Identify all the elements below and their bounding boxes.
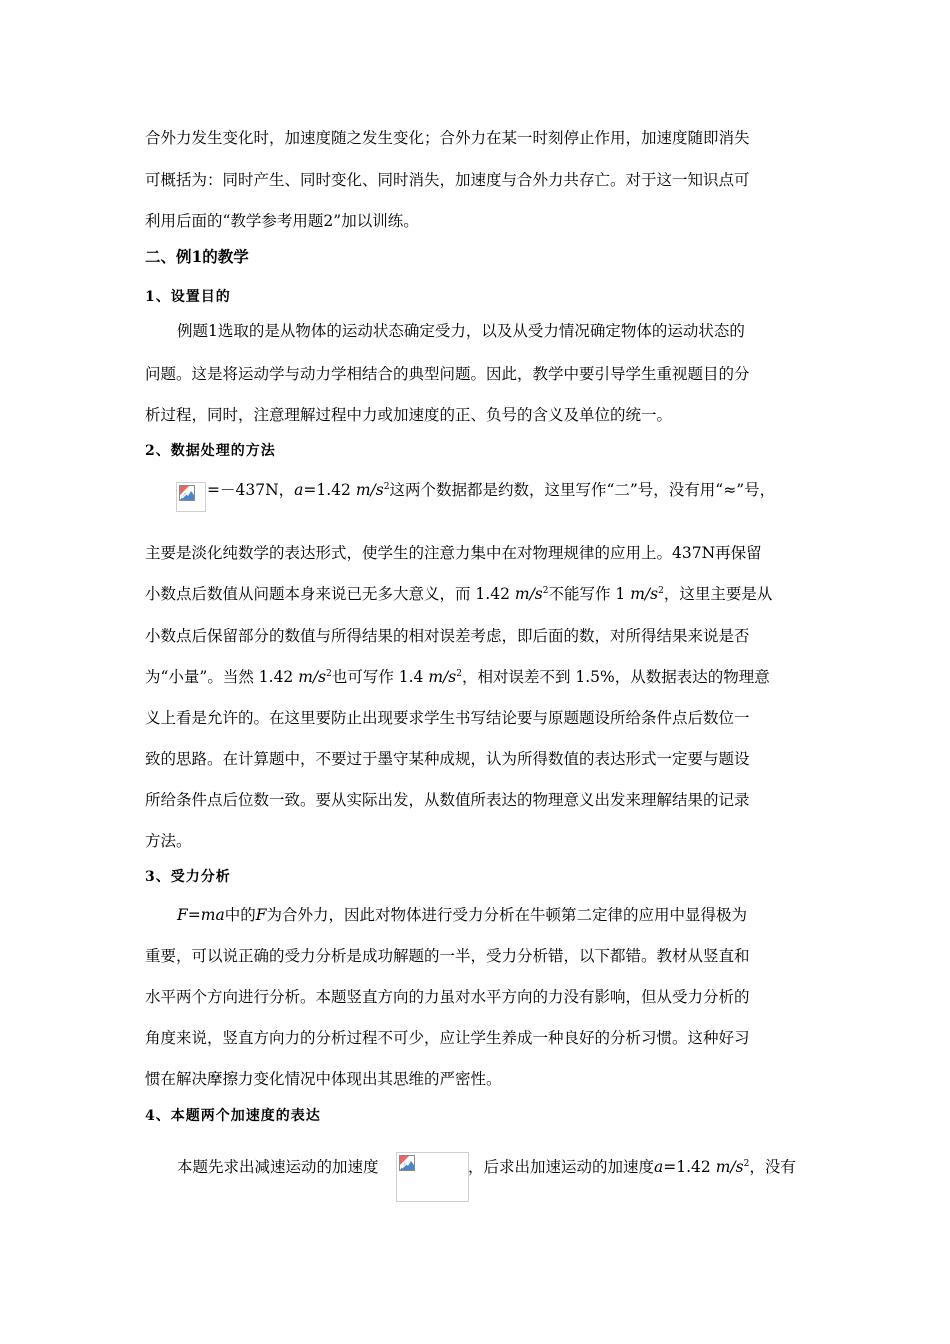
sub1-line-3: 析过程，同时，注意理解过程中力或加速度的正、负号的含义及单位的统一。 bbox=[145, 406, 673, 424]
sub2-line-3 bbox=[145, 584, 772, 604]
sub2-line-6: 义上看是允许的。在这里要防止出现要求学生书写结论要与原题题设所给条件点后数位一 bbox=[145, 709, 750, 727]
sub2-line-5-unit-1: m/s bbox=[298, 668, 327, 686]
formula-image-placeholder bbox=[176, 482, 206, 512]
sub2-line-1 bbox=[207, 480, 775, 500]
sub2-line-2: 主要是淡化纯数学的表达形式，使学生的注意力集中在对物理规律的应用上。437N再保留 bbox=[145, 544, 762, 562]
subsection-2-heading: 2、数据处理的方法 bbox=[145, 443, 276, 459]
sub2-line-1-unit-exponent: 2 bbox=[383, 481, 390, 492]
sub1-line-1: 例题1选取的是从物体的运动状态确定受力，以及从受力情况确定物体的运动状态的 bbox=[177, 322, 745, 340]
intro-line-3: 利用后面的“教学参考用题2”加以训练。 bbox=[145, 212, 419, 230]
sub2-line-9: 方法。 bbox=[145, 832, 192, 850]
sub2-line-1-variable: a bbox=[294, 481, 304, 499]
sub2-line-8: 所给条件点后位数一致。要从实际出发，从数值所表达的物理意义出发来理解结果的记录 bbox=[145, 791, 750, 809]
acceleration-formula-image-placeholder bbox=[396, 1152, 469, 1202]
sub2-line-3-exponent-2: 2 bbox=[658, 585, 664, 596]
sub2-line-1-part-a: =－437N， bbox=[207, 481, 295, 499]
sub2-line-3-part-c: ，这里主要是从 bbox=[663, 585, 773, 603]
subsection-3-heading: 3、受力分析 bbox=[145, 869, 231, 885]
sub3-line-1-part-b: 为合外力，因此对物体进行受力分析在牛顿第二定律的应用中显得极为 bbox=[266, 906, 747, 924]
broken-image-icon bbox=[179, 485, 195, 501]
sub1-line-2: 问题。这是将运动学与动力学相结合的典型问题。因此，教学中要引导学生重视题目的分 bbox=[145, 365, 750, 383]
sub2-line-1-part-c: 这两个数据都是约数，这里写作“二”号，没有用“≈”号， bbox=[389, 481, 776, 499]
newton-equation: F=ma bbox=[177, 906, 225, 924]
sub3-line-5: 惯在解决摩擦力变化情况中体现出其思维的严密性。 bbox=[145, 1070, 502, 1088]
sub3-line-4: 角度来说，竖直方向力的分析过程不可少，应让学生养成一种良好的分析习惯。这种好习 bbox=[145, 1029, 750, 1047]
sub2-line-5-unit-2: m/s bbox=[428, 668, 457, 686]
subsection-4-heading: 4、本题两个加速度的表达 bbox=[145, 1108, 321, 1124]
force-variable: F bbox=[255, 906, 267, 924]
sub2-line-7: 致的思路。在计算题中，不要过于墨守某种成规，认为所得数值的表达形式一定要与题设 bbox=[145, 750, 750, 768]
intro-line-2: 可概括为：同时产生、同时变化、同时消失，加速度与合外力共存亡。对于这一知识点可 bbox=[145, 171, 750, 189]
sub2-line-3-part-a: 小数点后数值从问题本身来说已无多大意义，而 1.42 bbox=[145, 585, 515, 603]
sub2-line-3-exponent-1: 2 bbox=[542, 585, 549, 596]
sub4-line-1-end bbox=[468, 1157, 796, 1177]
sub2-line-4: 小数点后保留部分的数值与所得结果的相对误差考虑，即后面的数，对所得结果来说是否 bbox=[145, 627, 750, 645]
sub2-line-5-exponent-1: 2 bbox=[326, 668, 332, 679]
sub4-line-1-part-c: =1.42 bbox=[663, 1158, 716, 1176]
intro-line-1: 合外力发生变化时，加速度随之发生变化；合外力在某一时刻停止作用，加速度随即消失 bbox=[145, 129, 750, 147]
sub3-line-1-part-a: 中的 bbox=[224, 906, 256, 924]
sub4-line-1-part-d: ，没有 bbox=[749, 1158, 796, 1176]
sub3-line-1 bbox=[177, 905, 747, 925]
sub2-line-1-unit: m/s bbox=[355, 481, 384, 499]
sub2-line-5-part-c: ，相对误差不到 1.5%，从数据表达的物理意 bbox=[461, 668, 770, 686]
sub4-line-1-start: 本题先求出减速运动的加速度 bbox=[177, 1158, 379, 1176]
sub2-line-3-unit-1: m/s bbox=[514, 585, 543, 603]
sub2-line-5-part-a: 为“小量”。当然 1.42 bbox=[145, 668, 299, 686]
subsection-1-heading: 1、设置目的 bbox=[145, 289, 231, 305]
sub4-acceleration-variable: a bbox=[654, 1158, 664, 1176]
section-heading: 二、例1的教学 bbox=[145, 247, 249, 266]
sub4-unit-exponent: 2 bbox=[743, 1158, 750, 1169]
sub2-line-5-part-b: 也可写作 1.4 bbox=[331, 668, 429, 686]
sub2-line-5 bbox=[145, 667, 770, 687]
sub4-line-1-part-b: ，后求出加速运动的加速度 bbox=[468, 1158, 655, 1176]
sub2-line-1-part-b: =1.42 bbox=[303, 481, 356, 499]
sub4-unit: m/s bbox=[715, 1158, 744, 1176]
sub3-line-2: 重要，可以说正确的受力分析是成功解题的一半，受力分析错，以下都错。教材从竖直和 bbox=[145, 947, 750, 965]
sub2-line-5-exponent-2: 2 bbox=[456, 668, 462, 679]
sub2-line-3-part-b: 不能写作 1 bbox=[548, 585, 631, 603]
broken-image-icon bbox=[399, 1155, 415, 1171]
sub2-line-3-unit-2: m/s bbox=[630, 585, 659, 603]
sub3-line-3: 水平两个方向进行分析。本题竖直方向的力虽对水平方向的力没有影响，但从受力分析的 bbox=[145, 988, 750, 1006]
